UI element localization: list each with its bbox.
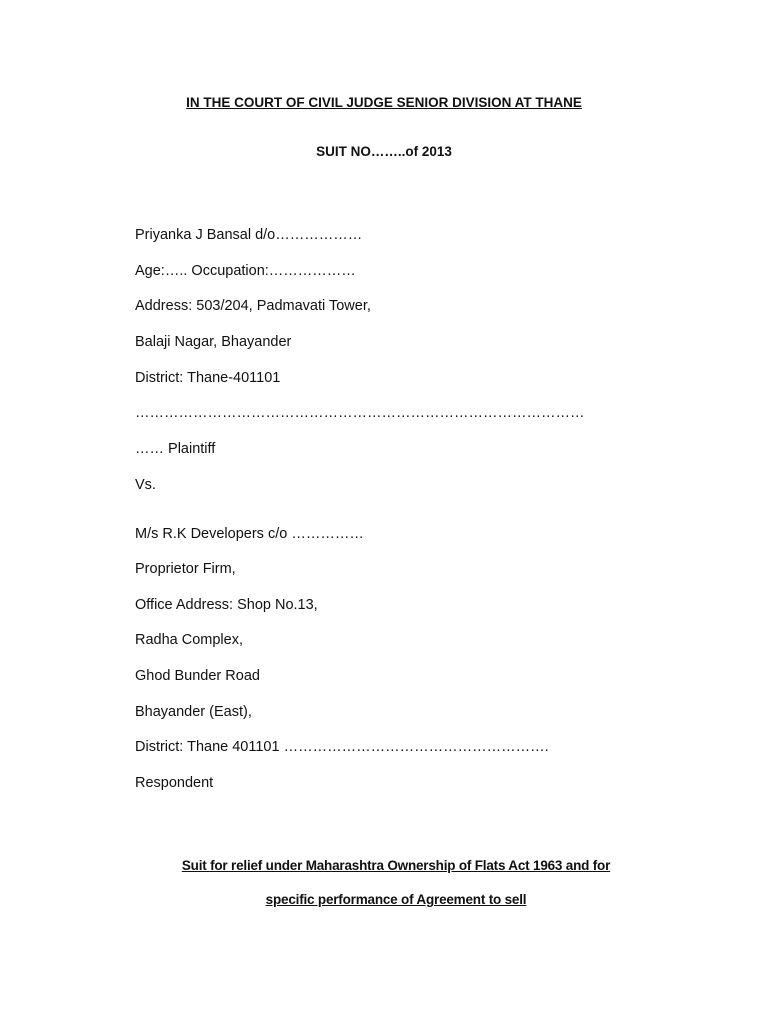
- respondent-office-3: Ghod Bunder Road: [135, 668, 260, 684]
- plaintiff-age-occupation: Age:….. Occupation:………………: [135, 263, 356, 279]
- respondent-office-4: Bhayander (East),: [135, 704, 252, 720]
- respondent-firm: Proprietor Firm,: [135, 561, 236, 577]
- plaintiff-dots: …………………………………………………………………………………: [135, 405, 585, 421]
- plaintiff-name: Priyanka J Bansal d/o………………: [135, 227, 363, 243]
- respondent-role: Respondent: [135, 775, 214, 791]
- respondent-office-2: Radha Complex,: [135, 632, 243, 648]
- respondent-office-1: Office Address: Shop No.13,: [135, 597, 318, 613]
- subject-line-2: specific performance of Agreement to sell: [265, 892, 527, 907]
- plaintiff-district: District: Thane-401101: [135, 370, 281, 386]
- plaintiff-address-2: Balaji Nagar, Bhayander: [135, 334, 292, 350]
- court-heading: IN THE COURT OF CIVIL JUDGE SENIOR DIVISION AT THANE: [186, 95, 582, 110]
- plaintiff-address-1: Address: 503/204, Padmavati Tower,: [135, 298, 371, 314]
- suit-number: SUIT NO……..of 2013: [316, 144, 452, 159]
- respondent-name: M/s R.K Developers c/o ……………: [135, 526, 364, 542]
- plaintiff-role: …… Plaintiff: [135, 441, 216, 457]
- subject-line-1: Suit for relief under Maharashtra Ownership of Flats Act 1963 and for: [181, 858, 611, 873]
- versus: Vs.: [135, 477, 156, 493]
- respondent-district: District: Thane 401101 ……………………………………………….: [135, 739, 549, 755]
